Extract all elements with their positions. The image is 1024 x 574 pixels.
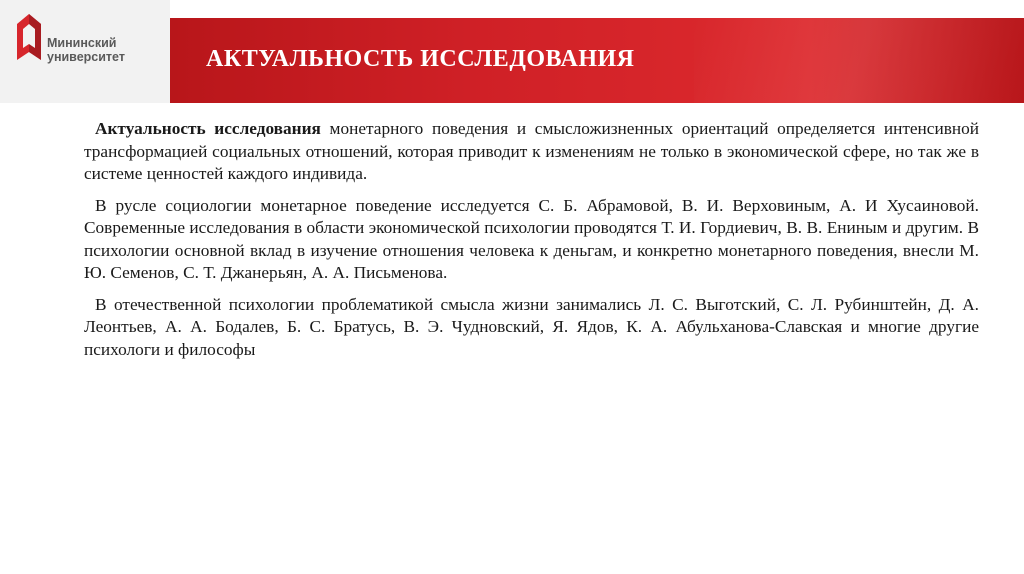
slide-body <box>84 118 979 370</box>
paragraph-2 <box>84 195 979 285</box>
university-name <box>47 36 125 64</box>
paragraph-1-text: монетарного поведения и смысложизненных ориентаций определяется интенсивной трансформацией социальных отношений, которая приводит к изменениям не только в экономической сфере, но так же в системе ценностей каждого индивида. <box>84 119 980 183</box>
paragraph-1-lead: Актуальность исследования <box>95 119 321 138</box>
paragraph-2-text: В русле социологии монетарное поведение исследуется С. Б. Абрамовой, В. И. Верховиным, А. И Хусаиновой. Современные исследования в области экономической психологии проводятся Т. И. Гордиевич, В. В. Ениным и другим. В психологии основной вклад в изучение отношения человека к деньгам, и конкретно монетарного поведения, внесли М. Ю. Семенов, С. Т. Джанерьян, А. А. Письменова. <box>84 195 979 282</box>
paragraph-3 <box>84 294 979 362</box>
title-bar-decoration <box>694 18 1024 103</box>
university-name-line2: университет <box>47 50 125 64</box>
page-title: АКТУАЛЬНОСТЬ ИССЛЕДОВАНИЯ <box>206 46 635 72</box>
university-name-line1: Мининский <box>47 36 117 50</box>
logo-panel <box>0 0 170 103</box>
title-bar <box>170 18 1024 103</box>
university-logo-icon <box>14 12 44 62</box>
paragraph-3-text: В отечественной психологии проблематикой смысла жизни занимались Л. С. Выготский, С. Л. Рубинштейн, Д. А. Леонтьев, А. А. Бодалев, Б. С. Братусь, В. Э. Чудновский, Я. Ядов, К. А. Абульханова-Славская и многие другие психологи и философы <box>84 294 979 359</box>
paragraph-1 <box>84 118 979 186</box>
